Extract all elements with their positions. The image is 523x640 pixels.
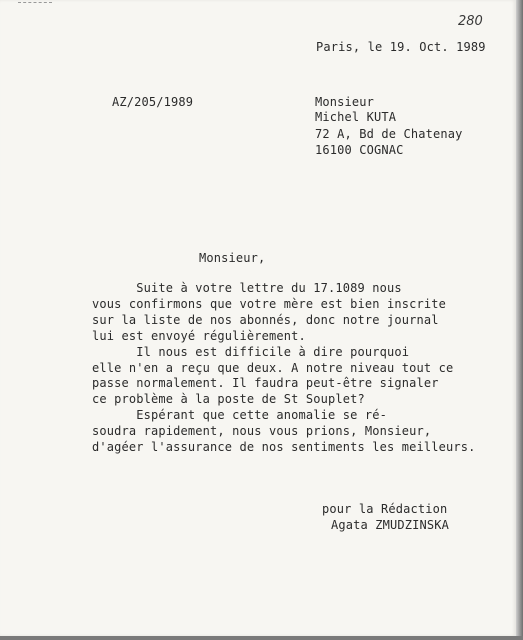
paper-edge-right <box>516 0 523 640</box>
salutation: Monsieur, <box>199 251 266 265</box>
date-line: Paris, le 19. Oct. 1989 <box>316 40 486 54</box>
body-line: Suite à votre lettre du 17.1089 nous <box>92 281 402 295</box>
body-line: passe normalement. Il faudra peut-être signaler <box>92 376 439 390</box>
recipient-line-2: Michel KUTA <box>315 110 397 124</box>
body-line: Espérant que cette anomalie se ré- <box>92 408 387 422</box>
reference-number: AZ/205/1989 <box>112 95 194 109</box>
body-line: soudra rapidement, nous vous prions, Monsieur, <box>92 424 432 438</box>
body-line: vous confirmons que votre mère est bien inscrite <box>92 297 446 311</box>
top-scratch-mark <box>18 2 52 6</box>
body-line: ce problème à la poste de St Souplet? <box>92 392 365 406</box>
body-line: d'agéer l'assurance de nos sentiments les meilleurs. <box>92 440 476 454</box>
recipient-line-3: 72 A, Bd de Chatenay <box>315 127 463 141</box>
recipient-line-4: 16100 COGNAC <box>315 143 404 157</box>
body-line: elle n'en a reçu que deux. A notre niveau tout ce <box>92 361 454 375</box>
handwritten-annotation: 280 <box>458 14 483 29</box>
body-line: Il nous est difficile à dire pourquoi <box>92 345 410 359</box>
signature-line-2: Agata ZMUDZINSKA <box>331 518 449 532</box>
body-line: sur la liste de nos abonnés, donc notre journal <box>92 313 439 327</box>
paper-edge-bottom <box>0 636 523 640</box>
signature-line-1: pour la Rédaction <box>322 502 448 516</box>
recipient-line-1: Monsieur <box>315 95 374 109</box>
body-line: lui est envoyé régulièrement. <box>92 329 306 343</box>
